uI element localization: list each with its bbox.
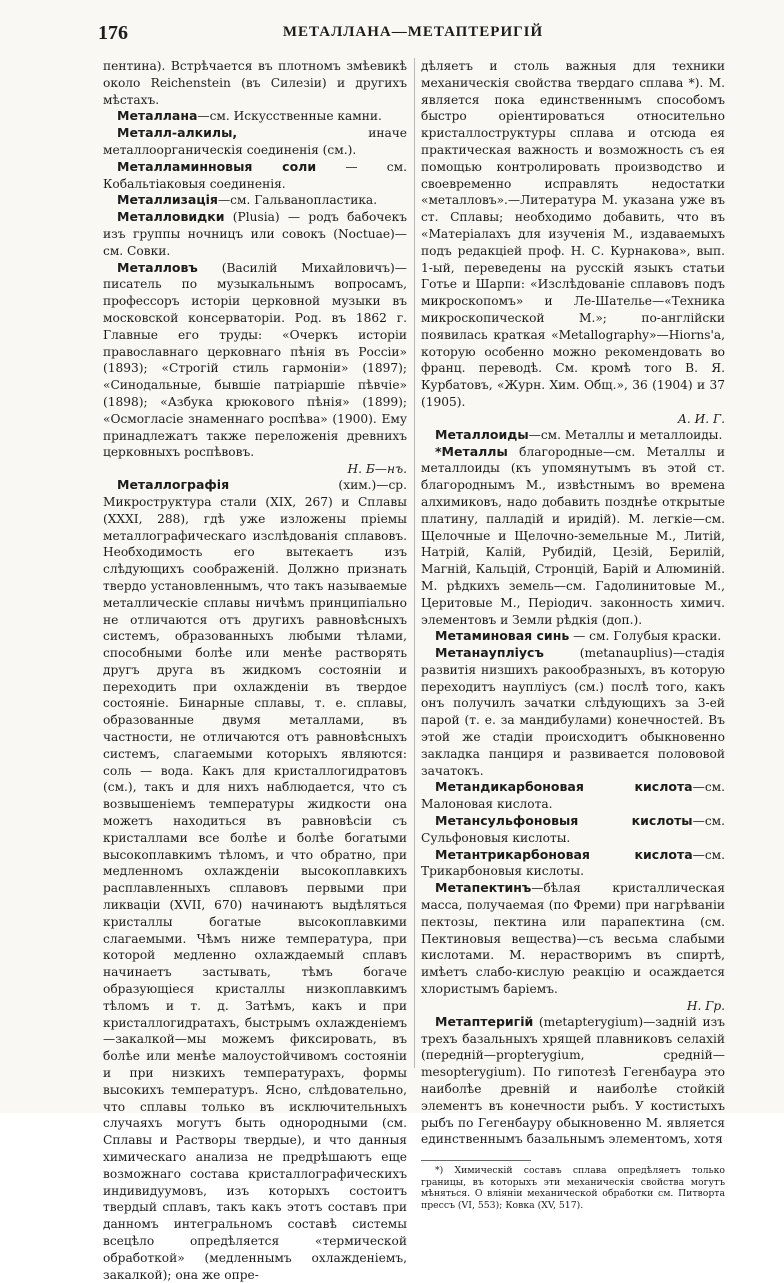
- right-column: [421, 58, 725, 1211]
- entry-headword: Метаптеригій: [435, 1013, 534, 1029]
- entry-text: (Plusia) — родъ бабочекъ изъ группы ночницъ или совокъ (Noctuae)—см. Совки.: [103, 210, 407, 258]
- entry-text: —см. Гальванопластика.: [217, 193, 378, 208]
- entry-text: —см. Искусственные камни.: [197, 109, 382, 124]
- encyclopedia-entry: [421, 880, 725, 998]
- entry-text: (хим.)—ср. Микроструктура стали (XIX, 267) и Сплавы (XXXI, 288), гдѣ уже изложены пріемы металлографическаго изслѣдованія сплавовъ. Необходимость его вытекаетъ изъ слѣдующихъ соображеній. Должно признать твердо установленнымъ, что такъ называемые металлическіе сплавы ничѣмъ принципіально не отличаются отъ другихъ равновѣсныхъ системъ, образованныхъ любыми тѣлами, способными болѣе или менѣе растворять другъ друга въ жидкомъ состояніи и переходить при охлажденіи въ твердое состояніе. Бинарные сплавы, т. е. сплавы, образованные двумя металлами, въ частности, не отличаются отъ равновѣсныхъ системъ, слагаемыми которыхъ являются: соль — вода. Какъ для кристаллогидратовъ (см.), такъ и для нихъ наблюдается, что съ возвышеніемъ температуры жидкости она можетъ находиться въ равновѣсіи съ кристаллами все болѣе и болѣе богатыми высокоплавкимъ тѣломъ, и что обратно, при медленномъ охлажденіи высокоплавкихъ расплавленныхъ сплавовъ первыми при ликваціи (XVII, 670) начинаютъ выдѣляться кристаллы богатые высокоплавкими слагаемыми. Чѣмъ ниже температура, при которой медленно охлаждаемый сплавъ начинаетъ застывать, тѣмъ богаче образующіеся кристаллы низкоплавкимъ тѣломъ и т. д. Затѣмъ, какъ и при кристаллогидратахъ, быстрымъ охлажденіемъ —закалкой—мы можемъ фиксировать, въ болѣе или менѣе малоустойчивомъ состояніи и при низкихъ температурахъ, формы высокихъ температуръ. Ясно, слѣдовательно, что сплавы только въ исключительныхъ случаяхъ могутъ быть однородными (см. Сплавы и Растворы твердые), и что данныя химическаго анализа не предрѣшаютъ еще возможнаго состава кристаллографическихъ индивидуумовъ, изъ которыхъ состоитъ твердый сплавъ, такъ какъ этотъ составъ при данномъ интегральномъ составѣ системы всецѣло опредѣляется «термической обработкой» (медленнымъ охлажденіемъ, закалкой); она же опре-: [103, 478, 407, 1282]
- entry-headword: Металловидки: [117, 209, 225, 225]
- column-divider: [414, 58, 415, 1068]
- entry-text: —бѣлая кристаллическая масса, получаемая (по Фреми) при нагрѣваніи пектозы, пектина или парапектина (см. Пектиновыя вещества)—съ весьма слабыми кислотами. М. нерастворимъ въ спиртѣ, имѣетъ слабо-кислую реакцію и осаждается хлористымъ баріемъ.: [421, 881, 725, 997]
- encyclopedia-entry: [421, 779, 725, 813]
- encyclopedia-entry: [421, 1014, 725, 1148]
- entry-text: (metapterygium)—задній изъ трехъ базальныхъ хрящей плавниковъ селахій (передній—propterygium, средній—mesopterygium). По гипотезѣ Гегенбаура это наиболѣе древній и наиболѣе стойкій элементъ въ конечности рыбъ. У костистыхъ рыбъ по Гегенбауру обыкновенно М. является единственнымъ базальнымъ элементомъ, хотя: [421, 1014, 725, 1147]
- entry-text: — см. Голубыя краски.: [569, 629, 722, 644]
- encyclopedia-entry: [421, 813, 725, 847]
- entry-text: иначе металлоорганическія соединенія (см.).: [103, 126, 407, 157]
- encyclopedia-entry: [103, 209, 407, 259]
- entry-headword: Метанаупліусъ: [435, 645, 544, 661]
- entry-text: —см. Трикарбоновыя кислоты.: [421, 847, 725, 879]
- entry-headword: Металловъ: [117, 259, 198, 275]
- entry-author: Н. Б—нъ.: [347, 462, 407, 477]
- encyclopedia-entry: [103, 58, 407, 108]
- running-head: МЕТАЛЛАНА—МЕТАПТЕРИГІЙ: [282, 24, 544, 40]
- left-column: [103, 58, 407, 1283]
- encyclopedia-entry: [421, 645, 725, 779]
- page-number: 176: [98, 22, 128, 44]
- encyclopedia-entry: [103, 108, 407, 125]
- entry-headword: Металлографія: [117, 477, 230, 493]
- entry-headword: Металл-алкилы,: [117, 125, 238, 141]
- entry-text: —см. Металлы и металлоиды.: [528, 427, 723, 442]
- encyclopedia-entry: [103, 159, 407, 193]
- encyclopedia-entry: [103, 260, 407, 462]
- entry-text: —см. Сульфоновыя кислоты.: [421, 814, 725, 845]
- entry-headword: Металлизація: [117, 192, 218, 208]
- entry-text: дѣляетъ и столь важныя для техники механическія свойства твердаго сплава *). М. является пока единственнымъ способомъ быстро оріентироваться относительно кристаллоструктуры сплава и отсюда ея практическая важность и возможность съ ея помощью контролировать производство и своевременно исправлять недостатки «металловъ».—Литература М. указана уже въ ст. Сплавы; необходимо добавить, что въ «Матеріалахъ для изученія М., издаваемыхъ подъ редакціей проф. Н. С. Курнакова», вып. 1-ый, переведены на русскій языкъ статьи Готье и Шарпи: «Изслѣдованіе сплавовъ подъ микроскопомъ» и Ле-Шателье—«Техника микроскопической М.»; по-англійски появилась краткая «Metallography»—Hiorns'а, которую особенно можно рекомендовать во франц. переводѣ. См. кромѣ того В. Я. Курбатовъ, «Журн. Хим. Общ.», 36 (1904) и 37 (1905).: [421, 59, 725, 409]
- footnote-rule: [421, 1160, 531, 1161]
- entry-text: (metanauplius)—стадія развитія низшихъ ракообразныхъ, въ которую переходитъ наупліусъ (см.) послѣ того, какъ онъ получилъ зачатки слѣдующихъ за 3-ей парой (т. е. за мандибулами) конечностей. Въ этой же стадіи происходитъ обыкновенно закладка панциря и развивается полововой зачатокъ.: [421, 646, 725, 778]
- encyclopedia-entry: [421, 427, 725, 444]
- entry-text: —см. Малоновая кислота.: [421, 780, 725, 812]
- entry-text: пентина). Встрѣчается въ плотномъ змѣевикѣ около Reichenstein (въ Силезіи) и другихъ мѣстахъ.: [103, 59, 407, 107]
- entry-headword: Металламинновыя соли: [117, 158, 317, 174]
- encyclopedia-entry: [103, 125, 407, 159]
- entry-text: (Василій Михайловичъ)—писатель по музыкальнымъ вопросамъ, профессоръ исторіи церковной музыки въ московской консерваторіи. Род. въ 1862 г. Главные его труды: «Очеркъ исторіи православнаго церковнаго пѣнія въ Россіи» (1893); «Строгій стиль гармоніи» (1897); «Синодальные, бывшіе патріаршіе пѣвчіе» (1898); «Азбука крюкового пѣнія» (1899); «Осмогласіе знаменнаго роспѣва» (1900). Ему принадлежатъ также переложенія древнихъ церковныхъ роспѣвовъ.: [103, 260, 407, 460]
- entry-headword: Металлана: [117, 108, 198, 124]
- footnote: *) Химическій составъ сплава опредѣляетъ только границы, въ которыхъ эти механическія свойства могутъ мѣняться. О вліяніи механической обработки см. Питворта прессъ (VI, 553); Ковка (XV, 517).: [421, 1165, 725, 1211]
- entry-text: благородные—см. Металлы и металлоиды (къ упомянутымъ въ этой ст. благороднымъ М., извѣстнымъ во времена алхимиковъ, надо добавить позднѣе открытые платину, палладій и иридій). М. легкіе—см. Щелочные и Щелочно-земельные М., Литій, Натрій, Калій, Рубидій, Цезій, Берилій, Магній, Кальцій, Стронцій, Барій и Алюминій. М. рѣдкихъ земель—см. Гадолинитовые М., Церитовые М., Періодич. законность химич. элементовъ и Земли рѣдкія (доп.).: [421, 444, 725, 627]
- entry-text: — см. Кобальтіаковыя соединенія.: [103, 159, 407, 191]
- entry-headword: Метапектинъ: [435, 880, 532, 896]
- encyclopedia-entry: [103, 192, 407, 209]
- encyclopedia-entry: [421, 847, 725, 881]
- entry-headword: *Металлы: [435, 443, 508, 459]
- entry-headword: Металлоиды: [435, 426, 529, 442]
- encyclopedia-entry: [421, 444, 725, 629]
- encyclopedia-entry: [421, 628, 725, 645]
- entry-headword: Метаминовая синь: [435, 628, 570, 644]
- entry-author: А. И. Г.: [677, 411, 725, 426]
- entry-headword: Метандикарбоновая кислота: [435, 779, 693, 795]
- right-column-entries: [421, 58, 725, 1148]
- entry-headword: Метансульфоновыя кислоты: [435, 813, 693, 829]
- page-header: [98, 22, 728, 46]
- entry-headword: Метантрикарбоновая кислота: [435, 846, 693, 862]
- entry-author: Н. Гр.: [686, 998, 725, 1013]
- encyclopedia-entry: [421, 58, 725, 411]
- encyclopedia-entry: [103, 477, 407, 1283]
